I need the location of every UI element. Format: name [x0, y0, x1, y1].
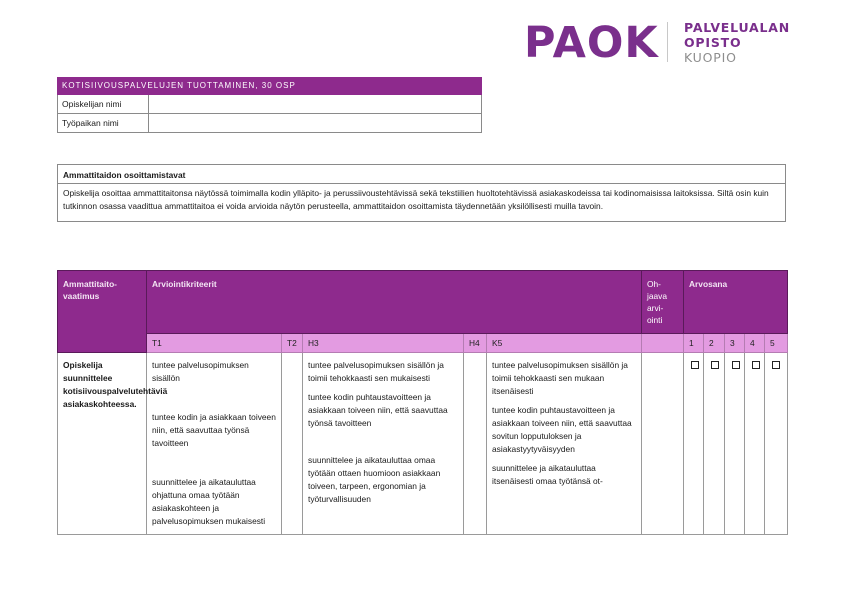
- criteria-header: Arviointikriteerit: [147, 271, 642, 334]
- guided-subheader: [642, 334, 684, 353]
- paok-logo: [524, 18, 794, 68]
- info-row: [58, 114, 482, 133]
- assessment-table: [57, 270, 788, 535]
- logo-line-3: KUOPIO: [684, 50, 737, 65]
- k5-criterion: tuntee kodin puhtaustavoitteen ja asiakkaan toiveen niin, että saavuttaa sovitun lopputuloksen ja asiakastyytyväisyyden: [492, 405, 632, 454]
- level-h3: H3: [303, 334, 464, 353]
- grade-1-checkbox-icon[interactable]: [691, 361, 699, 369]
- k5-criterion: suunnittelee ja aikatauluttaa itsenäisesti omaa työtänsä ot-: [492, 463, 603, 486]
- h4-cell: [464, 353, 487, 535]
- skill-demo-body: Opiskelija osoittaa ammattitaitonsa näytössä toimimalla kodin ylläpito- ja perussiivoustehtävissä sekä tekstiilien huoltotehtävissä asiakaskodeissa tai kodinomaisissa laitoksissa. Siltä osin kuin tutkinnon osassa vaadittua ammattitaitoa ei voida arvioida näytön perusteella, ammattitaidon osoittamista täydennetään yksilöllisesti muilla tavoin.: [58, 184, 786, 222]
- logo-divider: [667, 22, 668, 62]
- grade-2-label: 2: [704, 334, 725, 353]
- t1-criteria-cell: [147, 353, 282, 535]
- info-row: [58, 95, 482, 114]
- student-name-label: Opiskelijan nimi: [58, 95, 149, 114]
- logo-mark: PAOK: [524, 18, 659, 68]
- k5-criteria-cell: [487, 353, 642, 535]
- h3-criterion: tuntee palvelusopimuksen sisällön ja toimii tehokkaasti sen mukaisesti: [308, 360, 444, 383]
- t1-criterion: suunnittelee ja aikatauluttaa ohjattuna omaa työtään asiakaskohteen ja palvelusopimuksen mukaisesti: [152, 477, 266, 526]
- level-t1: T1: [147, 334, 282, 353]
- h3-criterion: tuntee kodin puhtaustavoitteen ja asiakkaan toiveen niin, että saavuttaa työnsä tavoitteen: [308, 392, 448, 428]
- t1-criterion: tuntee palvelusopimuksen sisällön: [152, 360, 249, 383]
- t1-criterion: tuntee kodin ja asiakkaan toiveen niin, että saavuttaa työnsä tavoitteen: [152, 412, 276, 448]
- k5-criterion: tuntee palvelusopimuksen sisällön ja toimii tehokkaasti sen mukaan itsenäisesti: [492, 360, 628, 396]
- grade-5-checkbox-icon[interactable]: [772, 361, 780, 369]
- grade-2-cell: [704, 353, 725, 535]
- workplace-name-label: Työpaikan nimi: [58, 114, 149, 133]
- student-name-field[interactable]: [149, 95, 482, 114]
- workplace-name-field[interactable]: [149, 114, 482, 133]
- grade-3-label: 3: [725, 334, 745, 353]
- skill-demo-heading: Ammattitaidon osoittamistavat: [58, 165, 786, 184]
- grade-5-label: 5: [765, 334, 788, 353]
- skill-demo-table: [57, 164, 786, 222]
- grade-header: Arvosana: [684, 271, 788, 334]
- t2-cell: [282, 353, 303, 535]
- level-h4: H4: [464, 334, 487, 353]
- h3-criterion: suunnittelee ja aikatauluttaa omaa työtään ottaen huomioon asiakkaan toiveen, tarpeen, ergonomian ja työturvallisuuden: [308, 455, 441, 504]
- level-t2: T2: [282, 334, 303, 353]
- guided-assessment-cell[interactable]: [642, 353, 684, 535]
- grade-4-checkbox-icon[interactable]: [752, 361, 760, 369]
- grade-2-checkbox-icon[interactable]: [711, 361, 719, 369]
- logo-text: [684, 20, 790, 65]
- logo-line-1: PALVELUALAN: [684, 20, 791, 35]
- guided-assessment-header: Oh-jaava arvi-ointi: [642, 271, 684, 334]
- grade-1-label: 1: [684, 334, 704, 353]
- requirement-header: Ammattitaito-vaatimus: [58, 271, 147, 353]
- info-title: KOTISIIVOUSPALVELUJEN TUOTTAMINEN, 30 OSP: [58, 78, 482, 95]
- table-row: [58, 353, 788, 535]
- grade-4-label: 4: [745, 334, 765, 353]
- grade-3-cell: [725, 353, 745, 535]
- level-k5: K5: [487, 334, 642, 353]
- h3-criteria-cell: [303, 353, 464, 535]
- info-table: [57, 77, 482, 133]
- requirement-cell: Opiskelija suunnittelee kotisiivouspalvelutehtäviä asiakaskohteessa.: [58, 353, 147, 535]
- grade-4-cell: [745, 353, 765, 535]
- grade-1-cell: [684, 353, 704, 535]
- grade-3-checkbox-icon[interactable]: [732, 361, 740, 369]
- grade-5-cell: [765, 353, 788, 535]
- logo-line-2: OPISTO: [684, 35, 742, 50]
